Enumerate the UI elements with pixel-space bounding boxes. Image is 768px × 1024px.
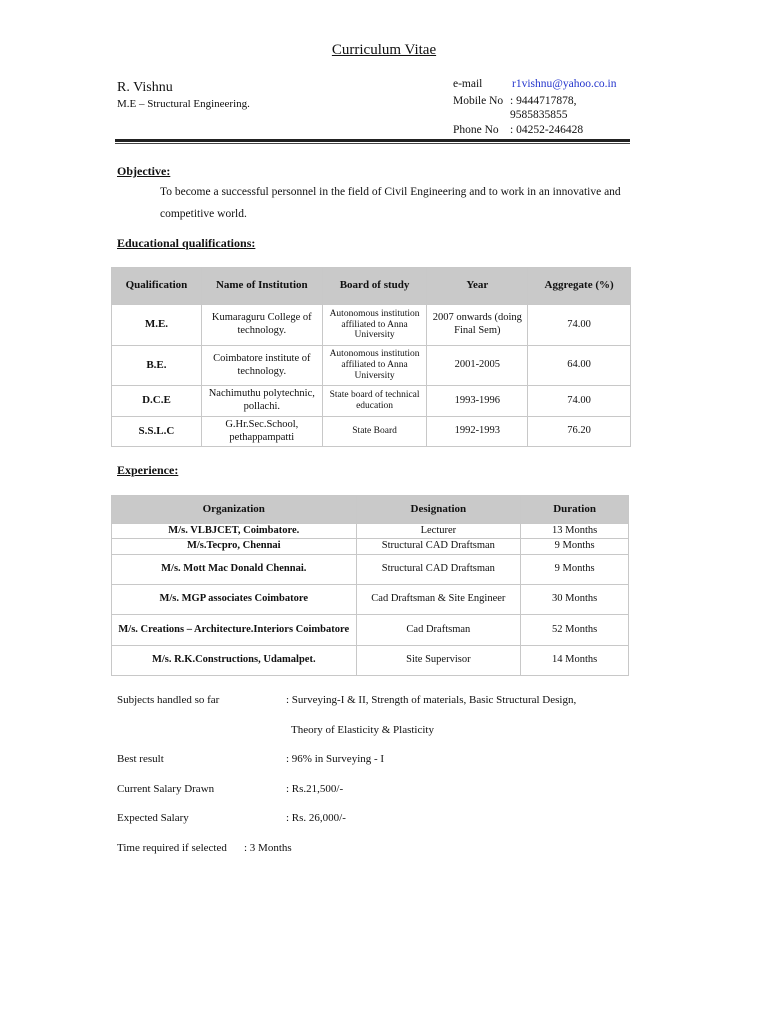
organization-cell: M/s. Creations – Architecture.Interiors Coimbatore [112, 615, 357, 646]
objective-heading: Objective: [117, 164, 171, 178]
expected-salary-value: : Rs. 26,000/- [286, 812, 346, 824]
col-year: Year [427, 268, 528, 305]
header-divider-thick [115, 139, 630, 142]
mobile-value-1: : 9444717878, [510, 95, 577, 107]
education-heading: Educational qualifications: [117, 236, 256, 250]
year-cell: 1993-1996 [427, 386, 528, 417]
aggregate-cell: 76.20 [528, 417, 631, 447]
year-cell: 2001-2005 [427, 346, 528, 386]
organization-cell: M/s. Mott Mac Donald Chennai. [112, 555, 357, 585]
year-cell: 2007 onwards (doing Final Sem) [427, 305, 528, 346]
table-row [112, 585, 629, 615]
board-cell: Autonomous institution affiliated to Anna University [322, 346, 427, 386]
board-cell: State Board [322, 417, 427, 447]
time-required-value: : 3 Months [244, 842, 292, 854]
objective-line-1: To become a successful personnel in the field of Civil Engineering and to work in an innovative and [160, 186, 621, 198]
table-row [112, 615, 629, 646]
document-title: Curriculum Vitae [331, 42, 437, 58]
experience-header-row [112, 496, 629, 524]
candidate-degree: M.E – Structural Engineering. [117, 98, 250, 110]
organization-cell: M/s.Tecpro, Chennai [112, 539, 357, 555]
qualification-cell: M.E. [112, 305, 202, 346]
col-aggregate: Aggregate (%) [528, 268, 631, 305]
col-designation: Designation [356, 496, 521, 524]
qualification-cell: S.S.L.C [112, 417, 202, 447]
duration-cell: 13 Months [521, 524, 629, 539]
designation-cell: Structural CAD Draftsman [356, 539, 521, 555]
board-cell: State board of technical education [322, 386, 427, 417]
institution-cell: Nachimuthu polytechnic, pollachi. [201, 386, 322, 417]
best-result-value: : 96% in Surveying - I [286, 753, 385, 765]
col-institution: Name of Institution [201, 268, 322, 305]
email-label: e-mail [453, 78, 483, 90]
phone-label: Phone No [453, 124, 499, 136]
designation-cell: Lecturer [356, 524, 521, 539]
col-duration: Duration [521, 496, 629, 524]
current-salary-value: : Rs.21,500/- [286, 783, 344, 795]
qualification-cell: D.C.E [112, 386, 202, 417]
subjects-value-continued: Theory of Elasticity & Plasticity [291, 724, 434, 736]
organization-cell: M/s. VLBJCET, Coimbatore. [112, 524, 357, 539]
board-cell: Autonomous institution affiliated to Anna University [322, 305, 427, 346]
table-row [112, 539, 629, 555]
duration-cell: 52 Months [521, 615, 629, 646]
table-row [112, 305, 631, 346]
organization-cell: M/s. R.K.Constructions, Udamalpet. [112, 646, 357, 676]
qualification-cell: B.E. [112, 346, 202, 386]
phone-value: : 04252-246428 [510, 124, 584, 136]
header-divider-thin [115, 143, 630, 144]
designation-cell: Structural CAD Draftsman [356, 555, 521, 585]
col-board: Board of study [322, 268, 427, 305]
duration-cell: 30 Months [521, 585, 629, 615]
duration-cell: 14 Months [521, 646, 629, 676]
institution-cell: Kumaraguru College of technology. [201, 305, 322, 346]
designation-cell: Cad Draftsman & Site Engineer [356, 585, 521, 615]
year-cell: 1992-1993 [427, 417, 528, 447]
col-qualification: Qualification [112, 268, 202, 305]
institution-cell: G.Hr.Sec.School, pethappampatti [201, 417, 322, 447]
subjects-label: Subjects handled so far [117, 694, 220, 706]
table-row [112, 524, 629, 539]
duration-cell: 9 Months [521, 555, 629, 585]
education-table [111, 267, 631, 447]
aggregate-cell: 74.00 [528, 305, 631, 346]
mobile-value-2: 9585835855 [510, 109, 568, 121]
aggregate-cell: 64.00 [528, 346, 631, 386]
institution-cell: Coimbatore institute of technology. [201, 346, 322, 386]
table-row [112, 555, 629, 585]
organization-cell: M/s. MGP associates Coimbatore [112, 585, 357, 615]
table-row [112, 417, 631, 447]
table-row [112, 646, 629, 676]
time-required-label: Time required if selected [117, 842, 227, 854]
expected-salary-label: Expected Salary [117, 812, 189, 824]
experience-heading: Experience: [117, 463, 179, 477]
current-salary-label: Current Salary Drawn [117, 783, 215, 795]
designation-cell: Site Supervisor [356, 646, 521, 676]
education-header-row [112, 268, 631, 305]
col-organization: Organization [112, 496, 357, 524]
aggregate-cell: 74.00 [528, 386, 631, 417]
objective-line-2: competitive world. [160, 208, 247, 220]
subjects-value: : Surveying-I & II, Strength of materials, Basic Structural Design, [286, 694, 577, 706]
candidate-name: R. Vishnu [117, 80, 173, 95]
table-row [112, 346, 631, 386]
mobile-label: Mobile No [453, 95, 504, 107]
duration-cell: 9 Months [521, 539, 629, 555]
table-row [112, 386, 631, 417]
best-result-label: Best result [117, 753, 164, 765]
email-link[interactable]: r1vishnu@yahoo.co.in [512, 78, 617, 90]
experience-table [111, 495, 629, 676]
designation-cell: Cad Draftsman [356, 615, 521, 646]
